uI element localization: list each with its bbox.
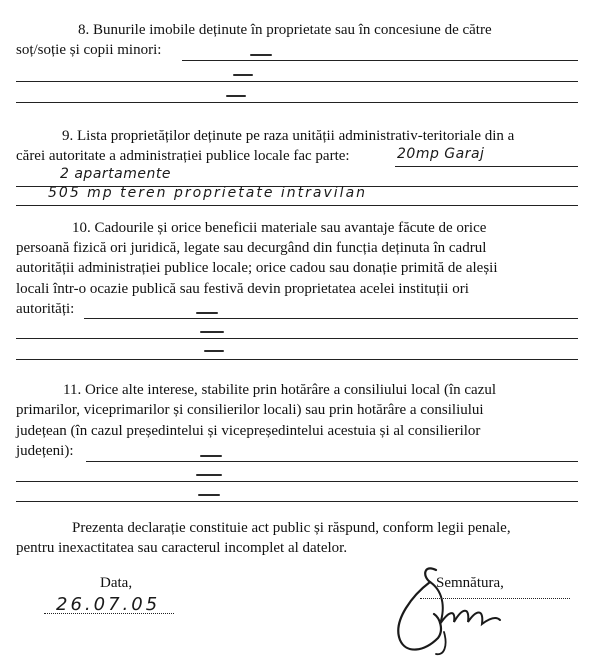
- section8-answer-line-3: [16, 102, 578, 103]
- closing-line1: Prezenta declarație constituie act public și răspund, conform legii penale,: [72, 520, 511, 536]
- section11-answer-line-1: [86, 461, 578, 462]
- section10-answer-line-2: [16, 338, 578, 339]
- section10-line4: locali într-o ocazie publică sau festivă devin proprietatea acelei instituții ori: [16, 281, 469, 297]
- section9-handwritten-2: 2 apartamente: [60, 166, 171, 182]
- section11-line4: județeni):: [16, 443, 74, 459]
- section8-dash-2: [233, 74, 253, 76]
- section11-dash-2: [196, 474, 222, 476]
- section8-dash-3: [226, 95, 246, 97]
- section8-answer-line-2: [16, 81, 578, 82]
- section10-dash-1: [196, 312, 218, 314]
- section10-dash-2: [200, 331, 224, 333]
- section10-line3: autorității administrației publice locale; orice cadou sau donație primită de aleșii: [16, 260, 498, 276]
- section11-line2: primarilor, viceprimarilor și consilierilor locali) sau prin hotărâre a consiliului: [16, 402, 484, 418]
- section10-answer-line-1: [84, 318, 578, 319]
- section11-answer-line-3: [16, 501, 578, 502]
- closing-line2: pentru inexactitatea sau caracterul incomplet al datelor.: [16, 540, 348, 556]
- date-value: 26.07.05: [56, 594, 161, 615]
- section9-handwritten-3: 505 mp teren proprietate intravilan: [48, 185, 368, 201]
- section10-line2: persoană fizică ori juridică, legate sau decurgând din funcția deținuta în cadrul: [16, 240, 487, 256]
- section8-dash-1: [250, 54, 272, 56]
- section10-dash-3: [204, 350, 224, 352]
- section8-line1: 8. Bunurile imobile deținute în proprietate sau în concesiune de către: [78, 22, 492, 38]
- section9-answer-line-1: [395, 166, 578, 167]
- section9-line2: cărei autoritate a administrației publice locale fac parte:: [16, 148, 350, 164]
- section11-line3: județean (în cazul președintelui și vicepreședintelui acestuia și al consilierilor: [16, 423, 481, 439]
- section8-answer-line-1: [182, 60, 578, 61]
- section11-line1: 11. Orice alte interese, stabilite prin hotărâre a consiliului local (în cazul: [63, 382, 497, 398]
- section9-answer-line-3: [16, 205, 578, 206]
- section11-answer-line-2: [16, 481, 578, 482]
- date-line: [44, 613, 174, 614]
- section9-line1: 9. Lista proprietăților deținute pe raza unității administrativ-teritoriale din a: [62, 128, 515, 144]
- section11-dash-3: [198, 494, 220, 496]
- section8-line2: soț/soție și copii minori:: [16, 42, 162, 58]
- section9-handwritten-1: 20mp Garaj: [397, 146, 485, 162]
- signature-scribble: [384, 560, 514, 660]
- section10-line1: 10. Cadourile și orice beneficii materiale sau avantaje făcute de orice: [72, 220, 487, 236]
- date-label: Data,: [100, 575, 133, 591]
- section10-line5: autorități:: [16, 301, 75, 317]
- section11-dash-1: [200, 455, 222, 457]
- section10-answer-line-3: [16, 359, 578, 360]
- signature-label: Semnătura,: [436, 575, 504, 591]
